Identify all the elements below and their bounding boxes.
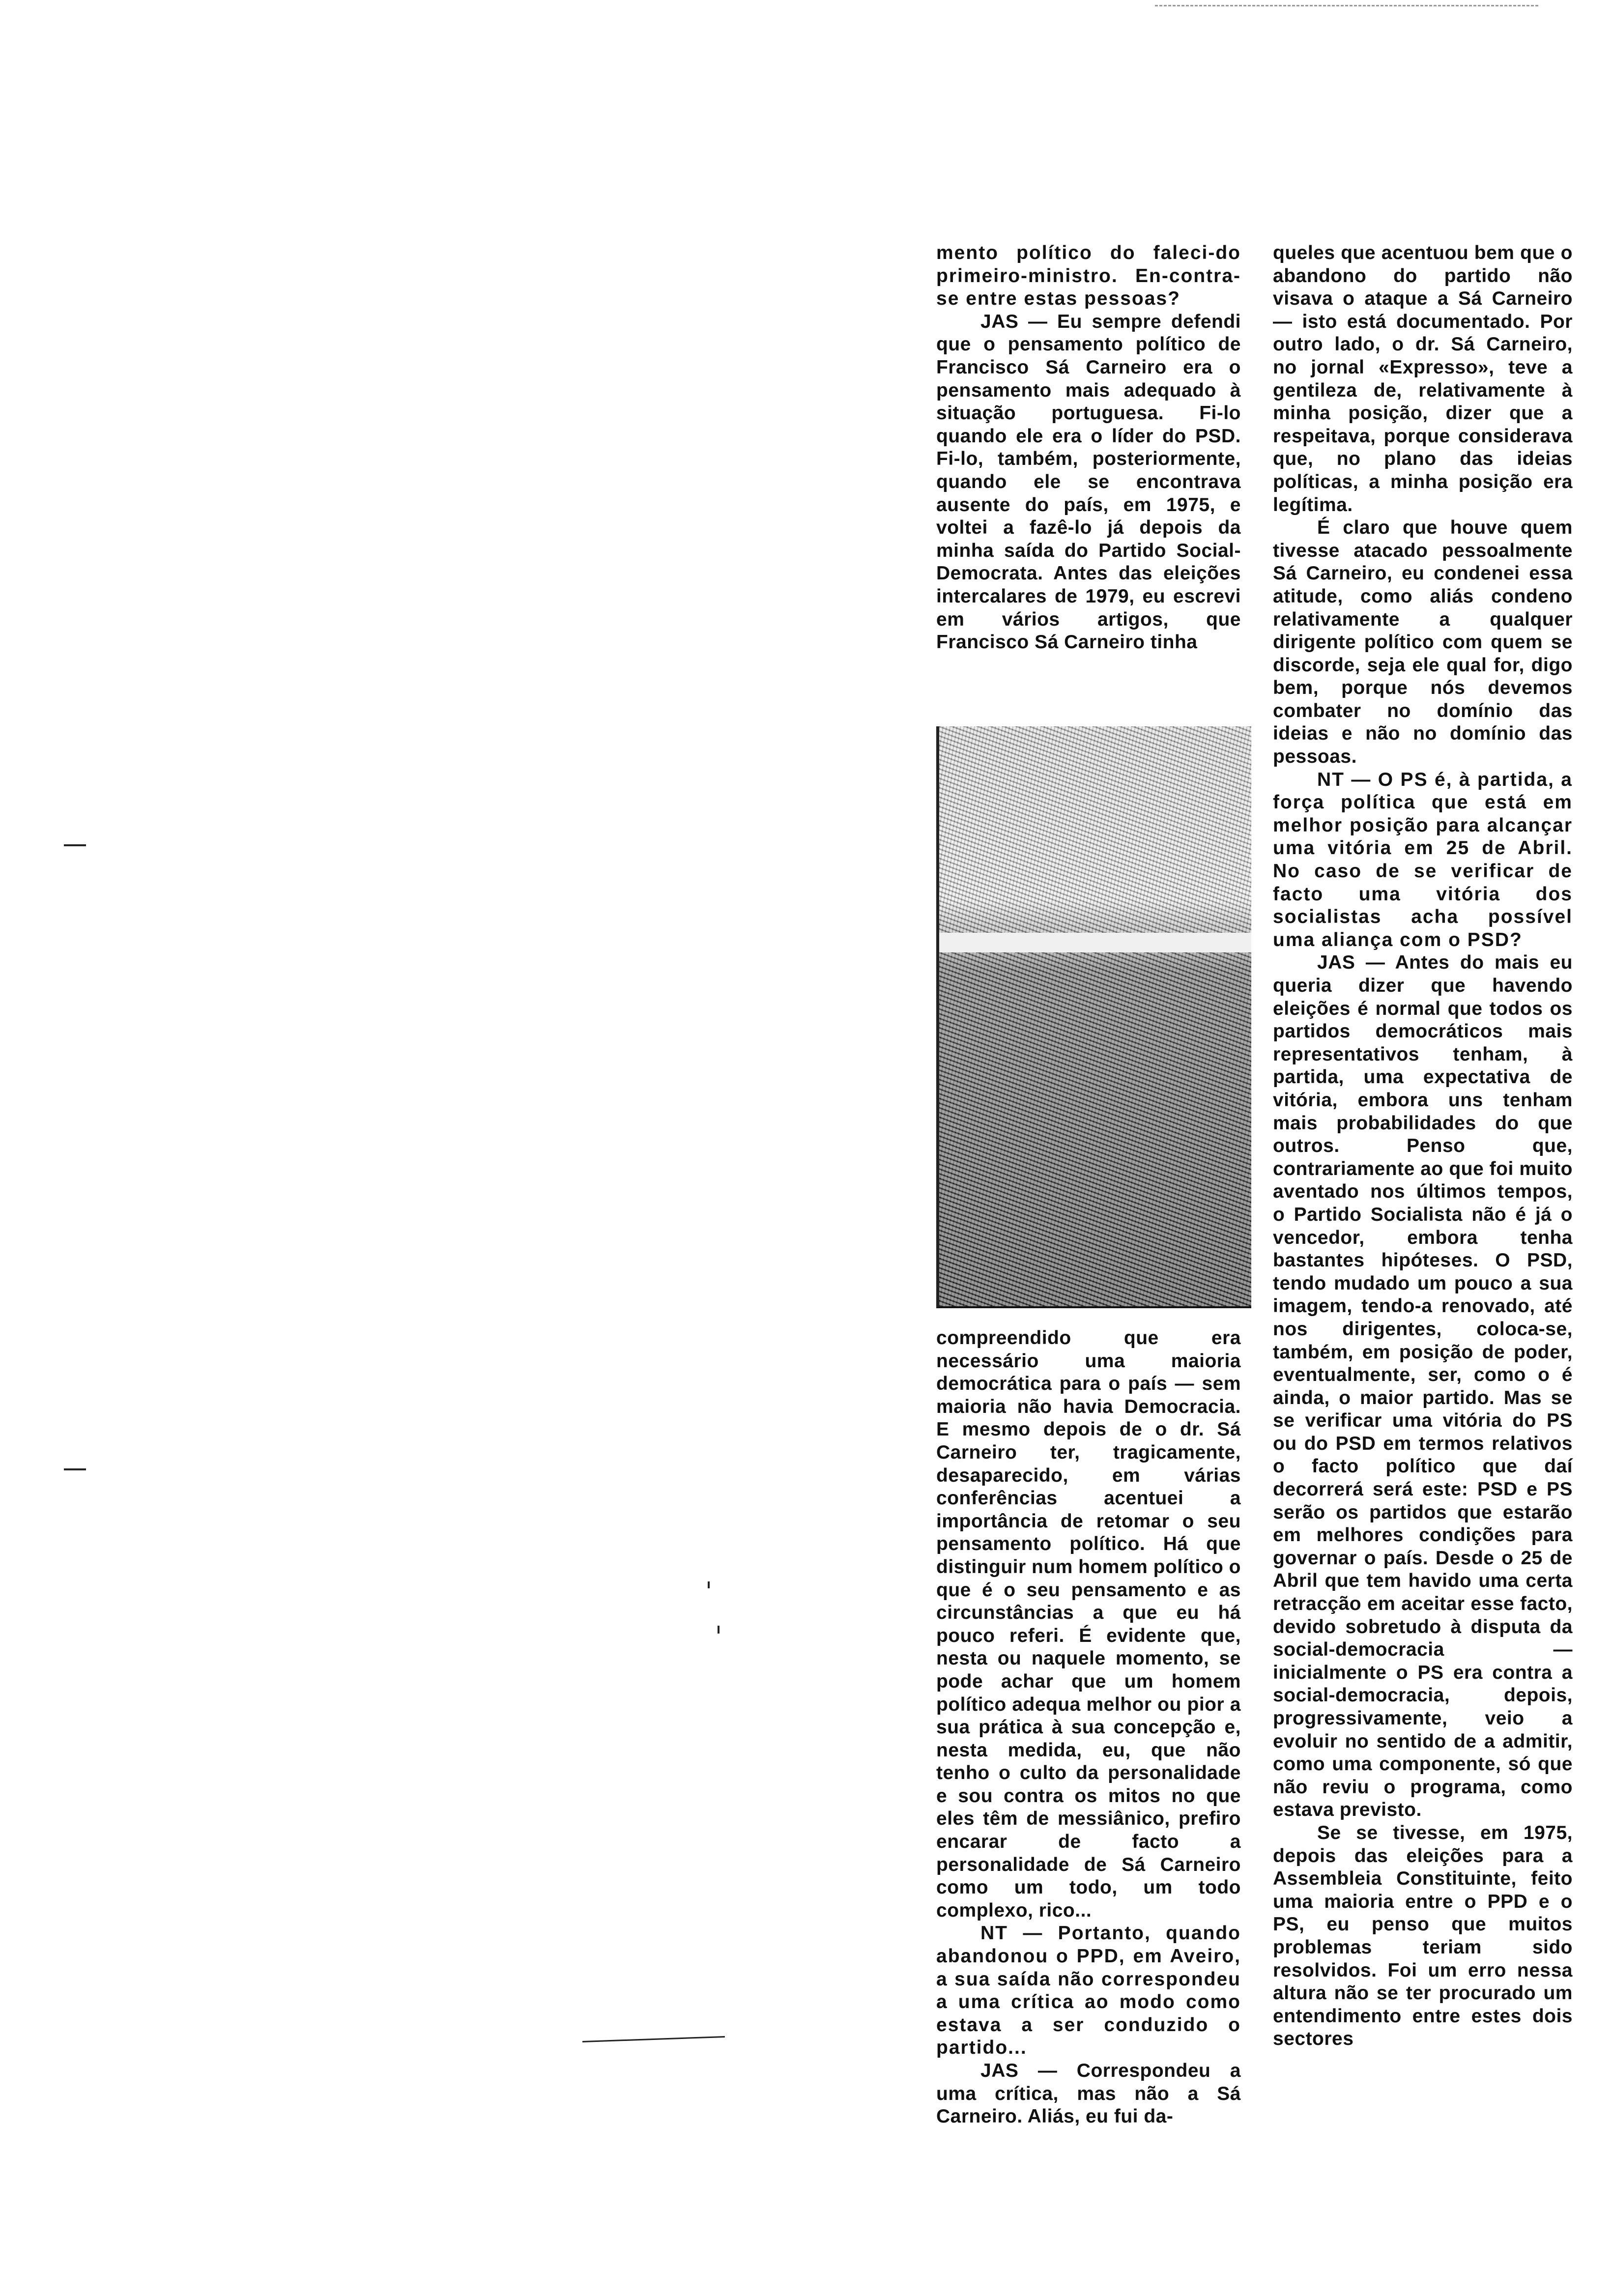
article-column-left-bottom — [936, 1327, 1241, 2128]
interview-question: NT — O PS é, à partida, a força política que está em melhor posição para alcançar uma vitória em 25 de Abril. No caso de se verificar de facto uma vitória dos socialistas acha possível uma aliança com o PSD? — [1273, 769, 1573, 950]
article-column-left-top — [936, 242, 1241, 654]
interview-question: mento político do faleci-do primeiro-ministro. En-contra-se entre estas pessoas? — [936, 242, 1241, 310]
interview-answer: JAS — Eu sempre defendi que o pensamento político de Francisco Sá Carneiro era o pensamento mais adequado à situação portuguesa. Fi-lo quando ele era o líder do PSD. Fi-lo, também, posteriormente, quando ele se encontrava ausente do país, em 1975, e voltei a fazê-lo já depois da minha saída do Partido Social-Democrata. Antes das eleições intercalares de 1979, eu escrevi em vários artigos, que Francisco Sá Carneiro tinha — [936, 311, 1241, 653]
article-column-right — [1273, 242, 1573, 2051]
scan-mark — [64, 844, 86, 846]
interview-answer: JAS — Antes do mais eu queria dizer que havendo eleições é normal que todos os partidos democráticos mais representativos tenham, à partida, uma expectativa de vitória, embora uns tenham mais probabilidades do que outros. Penso que, contrariamente ao que foi muito aventado nos últimos tempos, o Partido Socialista não é já o vencedor, embora tenha bastantes hipóteses. O PSD, tendo mudado um pouco a sua imagem, tendo-a renovado, até nos dirigentes, coloca-se, também, em posição de poder, eventualmente, ser, como o é ainda, o maior partido. Mas se se verificar uma vitória do PS ou do PSD em termos relativos o facto político que daí decorrerá será este: PSD e PS serão os partidos que estarão em melhores condições para governar o país. Desde o 25 de Abril que tem havido uma certa retracção em aceitar esse facto, devido sobretudo à disputa da social-democracia — inicialmente o PS era contra a social-democracia, depois, progressivamente, veio a evoluir no sentido de a admitir, como uma componente, só que não reviu o programa, como estava previsto. — [1273, 952, 1573, 1821]
interview-answer: compreendido que era necessário uma maioria democrática para o país — sem maioria não havia Democracia. E mesmo depois de o dr. Sá Carneiro ter, tragicamente, desaparecido, em várias conferências acentuei a importância de retomar o seu pensamento político. Há que distinguir num homem político o que é o seu pensamento e as circunstâncias a que eu há pouco referi. É evidente que, nesta ou naquele momento, se pode achar que um homem político adequa melhor ou pior a sua prática à sua concepção e, nesta medida, eu, que não tenho o culto da personalidade e sou contra os mitos no que eles têm de messiânico, prefiro encarar de facto a personalidade de Sá Carneiro como um todo, um todo complexo, rico... — [936, 1327, 1241, 1921]
scan-mark — [718, 1626, 720, 1634]
photo-highlight-band — [939, 933, 1251, 952]
scan-edge-line — [1155, 5, 1538, 6]
interview-answer: Se se tivesse, em 1975, depois das eleições para a Assembleia Constituinte, feito uma maioria entre o PPD e o PS, eu penso que muitos problemas teriam sido resolvidos. Foi um erro nessa altura não se ter procurado um entendimento entre estes dois sectores — [1273, 1822, 1573, 2050]
scan-mark — [64, 1468, 86, 1470]
article-photo — [936, 726, 1251, 1308]
interview-question: NT — Portanto, quando abandonou o PPD, em Aveiro, a sua saída não correspondeu a uma crítica ao modo como estava a ser conduzido o partido... — [936, 1923, 1241, 2059]
interview-answer: queles que acentuou bem que o abandono do partido não visava o ataque a Sá Carneiro — isto está documentado. Por outro lado, o dr. Sá Carneiro, no jornal «Expresso», teve a gentileza de, relativamente à minha posição, dizer que a respeitava, porque considerava que, no plano das ideias políticas, a minha posição era legítima. — [1273, 242, 1573, 516]
scan-mark — [708, 1581, 710, 1588]
interview-answer: JAS — Correspondeu a uma crítica, mas não a Sá Carneiro. Aliás, eu fui da- — [936, 2060, 1241, 2127]
scan-mark — [582, 2036, 725, 2042]
interview-answer: É claro que houve quem tivesse atacado pessoalmente Sá Carneiro, eu condenei essa atitude, como aliás condeno relativamente a qualquer dirigente político com quem se discorde, seja ele qual for, digo bem, porque nós devemos combater no domínio das ideias e não no domínio das pessoas. — [1273, 517, 1573, 768]
